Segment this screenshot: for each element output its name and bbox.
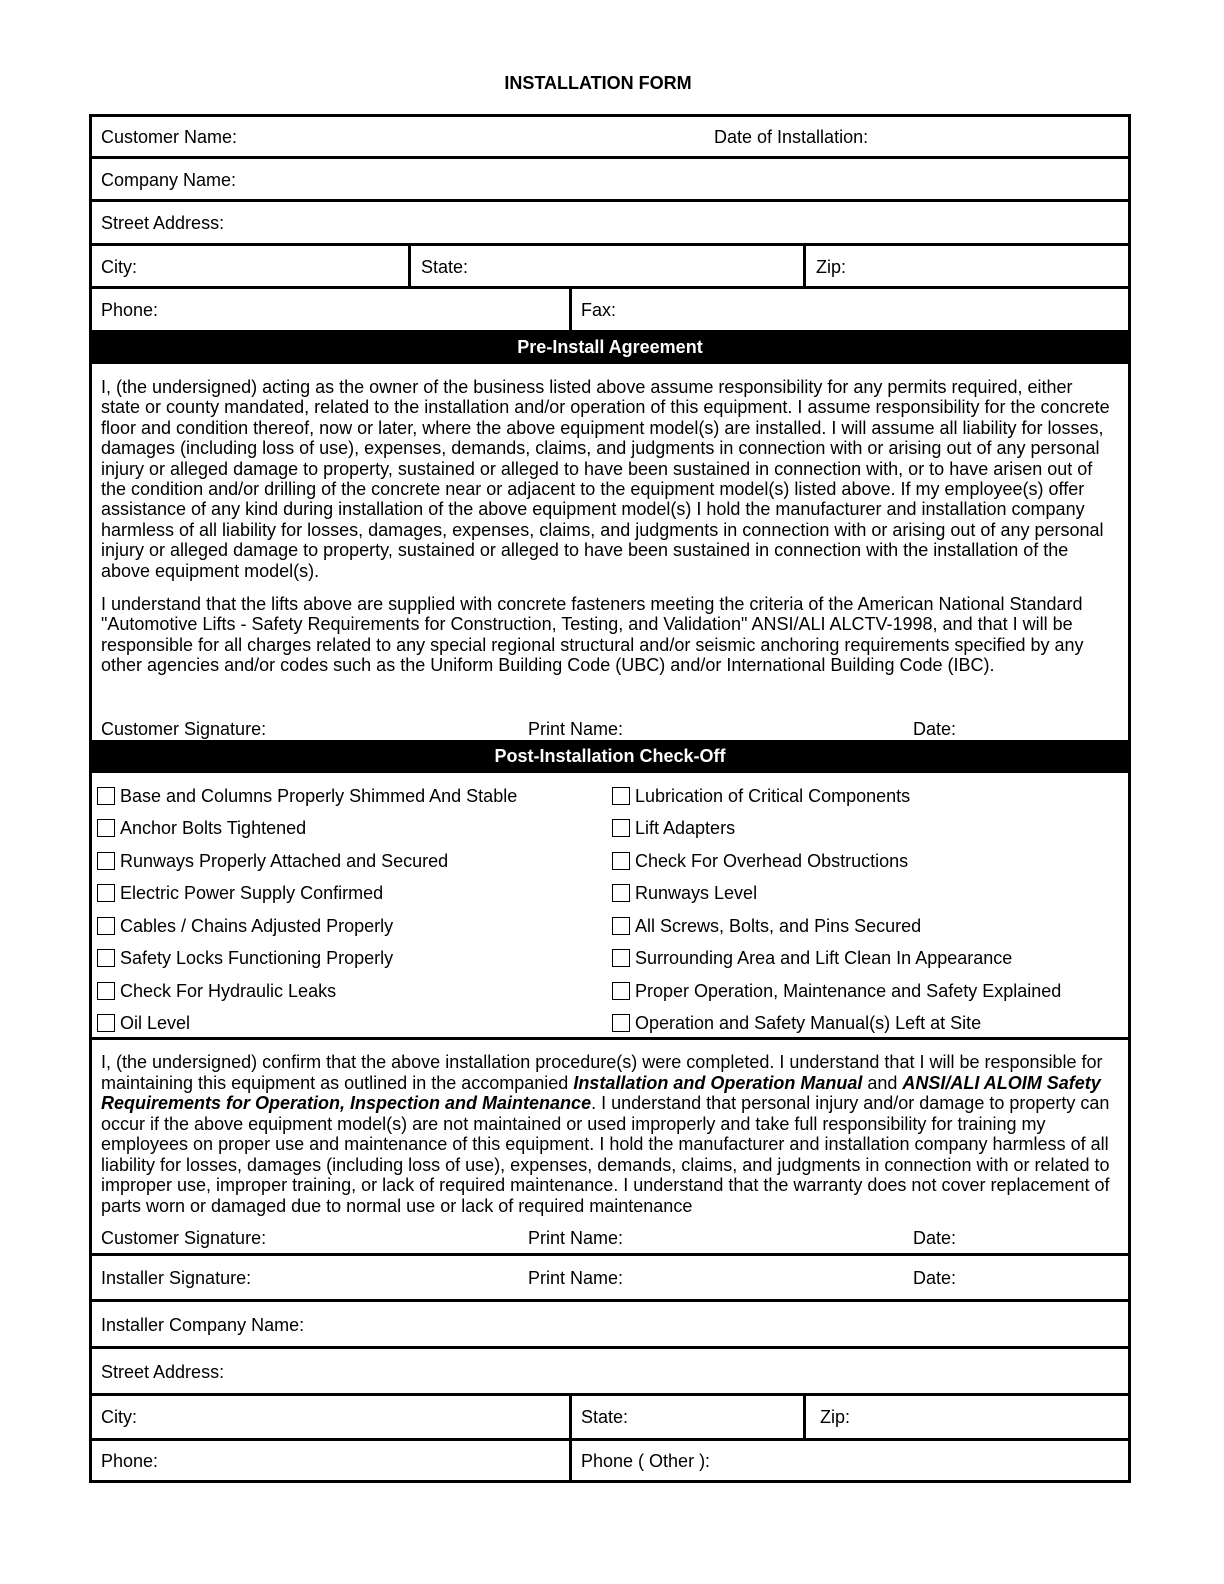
checklist-item [97, 851, 517, 883]
text-segment: liability for losses, damages (including loss of use), expenses, demands, claims, and judgments in connection with or related to [101, 1154, 1110, 1175]
paragraph-line: responsible for all charges related to any special regional structural and/or seismic anchoring requirements specified by any [101, 634, 1084, 655]
checklist-item [612, 851, 1061, 883]
checklist-label: All Screws, Bolts, and Pins Secured [635, 915, 922, 936]
paragraph-line: other agencies and/or codes such as the Uniform Building Code (UBC) and/or International Building Code (IBC). [101, 655, 995, 676]
checklist-item [612, 948, 1061, 980]
checklist-item [97, 786, 517, 818]
checklist-right-column [612, 786, 1061, 1045]
text-segment: occur if the above equipment model(s) are not maintained or used improperly and take full responsibility for training my [101, 1113, 1046, 1134]
checkbox[interactable] [97, 852, 115, 870]
paragraph-line: above equipment model(s). [101, 560, 320, 581]
installer-state-label: State: [581, 1407, 629, 1427]
checklist-item [612, 786, 1061, 818]
checklist-label: Operation and Safety Manual(s) Left at Site [635, 1012, 982, 1033]
column-divider [569, 1441, 572, 1480]
responsibility-paragraph [101, 377, 1110, 581]
row-divider [89, 1438, 1131, 1441]
paragraph-line [101, 1073, 1110, 1094]
checklist-item [612, 1013, 1061, 1045]
company-name-label: Company Name: [101, 170, 237, 190]
checklist-item [97, 916, 517, 948]
paragraph-line: state or county mandated, related to the installation and/or operation of this equipment. I assume responsibility for the concrete [101, 397, 1110, 418]
checklist-label: Safety Locks Functioning Properly [120, 948, 394, 969]
paragraph-line: the condition and/or drilling of the concrete near or adjacent to the equipment model(s) listed above. If my employee(s) offer [101, 479, 1085, 500]
paragraph-line: assistance of any kind during installation of the above equipment model(s) I hold the manufacturer and installation company [101, 499, 1085, 520]
checklist-label: Check For Hydraulic Leaks [120, 980, 337, 1001]
text-segment: improper use, improper training, or lack of required maintenance. I understand that the warranty does not cover replacement of [101, 1175, 1110, 1196]
checkbox[interactable] [612, 949, 630, 967]
checkbox[interactable] [612, 982, 630, 1000]
checkbox[interactable] [97, 819, 115, 837]
paragraph-line: damages (including loss of use), expenses, demands, claims, and judgments in connection with or arising out of any personal [101, 438, 1100, 459]
print-name-label: Print Name: [528, 1228, 624, 1248]
paragraph-line: harmless of all liability for losses, damages, expenses, claims, and judgments in connection with or arising out of any personal [101, 519, 1104, 540]
checklist-item [612, 883, 1061, 915]
installer-zip-label: Zip: [820, 1407, 851, 1427]
date-label: Date: [913, 719, 957, 739]
row-divider [89, 1346, 1131, 1349]
paragraph-line: I, (the undersigned) acting as the owner of the business listed above assume responsibility for any permits required, either [101, 377, 1073, 397]
paragraph-line: injury or alleged damage to property, sustained or alleged to have been sustained in connection with the installation of the [101, 540, 1069, 561]
checkbox[interactable] [612, 819, 630, 837]
checklist-label: Surrounding Area and Lift Clean In Appearance [635, 948, 1013, 969]
checkbox[interactable] [612, 852, 630, 870]
checkbox[interactable] [97, 982, 115, 1000]
checklist-item [97, 818, 517, 850]
checklist-label: Lubrication of Critical Components [635, 786, 911, 806]
installer-date-label: Date: [913, 1268, 957, 1288]
pre-install-agreement-heading: Pre-Install Agreement [89, 330, 1131, 364]
checkbox[interactable] [612, 884, 630, 902]
customer-signature-label: Customer Signature: [101, 719, 267, 739]
street-address-label: Street Address: [101, 213, 225, 233]
checklist-label: Anchor Bolts Tightened [120, 818, 307, 839]
paragraph-line [101, 1155, 1110, 1176]
checklist-label: Runways Level [635, 883, 758, 904]
paragraph-line: floor and condition thereof, now or later, where the above equipment model(s) are installed. I will assume all liability for losses, [101, 417, 1104, 438]
paragraph-line [101, 1196, 1110, 1217]
checklist-left-column [97, 786, 517, 1045]
text-segment: I, (the undersigned) confirm that the above installation procedure(s) were completed. I understand that I will be responsible for [101, 1052, 1103, 1072]
date-label: Date: [913, 1228, 957, 1248]
checkbox[interactable] [612, 1014, 630, 1032]
checklist-item [97, 1013, 517, 1045]
column-divider [569, 289, 572, 330]
row-divider [89, 243, 1131, 246]
row-divider [89, 199, 1131, 202]
checkbox[interactable] [97, 917, 115, 935]
confirmation-paragraph [101, 1052, 1110, 1217]
state-label: State: [421, 257, 469, 277]
paragraph-line: "Automotive Lifts - Safety Requirements for Construction, Testing, and Validation" ANSI/ALI ALCTV-1998, and that I will be [101, 614, 1073, 635]
installer-phone-label: Phone: [101, 1451, 159, 1471]
checklist-label: Oil Level [120, 1012, 191, 1033]
emphasized-document-title: Installation and Operation Manual [573, 1072, 863, 1093]
paragraph-line [101, 1093, 1110, 1114]
installer-print-name-label: Print Name: [528, 1268, 624, 1288]
installer-signature-label: Installer Signature: [101, 1268, 252, 1288]
column-divider [408, 246, 411, 286]
zip-label: Zip: [816, 257, 847, 277]
checkbox[interactable] [612, 787, 630, 805]
checklist-item [97, 883, 517, 915]
row-divider [89, 1393, 1131, 1396]
date-of-installation-label: Date of Installation: [714, 127, 869, 147]
column-divider [803, 246, 806, 286]
installer-street-address-label: Street Address: [101, 1362, 225, 1382]
paragraph-line [101, 1175, 1110, 1196]
checklist-label: Lift Adapters [635, 818, 736, 839]
checklist-item [612, 818, 1061, 850]
text-segment: and [862, 1072, 903, 1093]
installer-company-name-label: Installer Company Name: [101, 1315, 305, 1335]
checklist-item [97, 981, 517, 1013]
print-name-label: Print Name: [528, 719, 624, 739]
fastener-standards-paragraph [101, 594, 1084, 676]
paragraph-line [101, 1052, 1110, 1073]
checklist-label: Cables / Chains Adjusted Properly [120, 915, 394, 936]
paragraph-line [101, 1114, 1110, 1135]
checklist-label: Base and Columns Properly Shimmed And Stable [120, 786, 518, 806]
checklist-label: Electric Power Supply Confirmed [120, 883, 384, 904]
paragraph-line: I understand that the lifts above are supplied with concrete fasteners meeting the criteria of the American National Standard [101, 594, 1083, 614]
column-divider [803, 1396, 806, 1438]
customer-signature-label: Customer Signature: [101, 1228, 267, 1248]
checklist-label: Proper Operation, Maintenance and Safety Explained [635, 980, 1062, 1001]
text-segment: parts worn or damaged due to normal use or lack of required maintenance [101, 1195, 693, 1216]
checkbox[interactable] [97, 1014, 115, 1032]
city-label: City: [101, 257, 137, 277]
text-segment: . I understand that personal injury and/or damage to property can [591, 1093, 1110, 1114]
post-installation-heading: Post-Installation Check-Off [89, 740, 1131, 773]
checklist-item [612, 981, 1061, 1013]
phone-label: Phone: [101, 300, 159, 320]
fax-label: Fax: [581, 300, 617, 320]
checklist-item [97, 948, 517, 980]
installer-city-label: City: [101, 1407, 137, 1427]
checklist-label: Check For Overhead Obstructions [635, 850, 909, 871]
checkbox[interactable] [97, 884, 115, 902]
checkbox[interactable] [612, 917, 630, 935]
checkbox[interactable] [97, 787, 115, 805]
paragraph-line [101, 1134, 1110, 1155]
checklist-item [612, 916, 1061, 948]
form-title: INSTALLATION FORM [504, 73, 692, 93]
checklist-label: Runways Properly Attached and Secured [120, 850, 449, 871]
row-divider [89, 1299, 1131, 1302]
emphasized-document-title: Requirements for Operation, Inspection and Maintenance [101, 1093, 592, 1114]
text-segment: employees on proper use and maintenance of this equipment. I hold the manufacturer and installation company harmless of all [101, 1134, 1109, 1155]
checkbox[interactable] [97, 949, 115, 967]
row-divider [89, 156, 1131, 159]
paragraph-line: injury or alleged damage to property, sustained or alleged to have been sustained in connection with, or to have arisen out of [101, 458, 1093, 479]
column-divider [569, 1396, 572, 1438]
row-divider [89, 286, 1131, 289]
text-segment: maintaining this equipment as outlined in the accompanied [101, 1072, 574, 1093]
row-divider [89, 1253, 1131, 1256]
emphasized-document-title: ANSI/ALI ALOIM Safety [902, 1072, 1101, 1093]
installer-phone-other-label: Phone ( Other ): [581, 1451, 711, 1471]
customer-name-label: Customer Name: [101, 127, 238, 147]
